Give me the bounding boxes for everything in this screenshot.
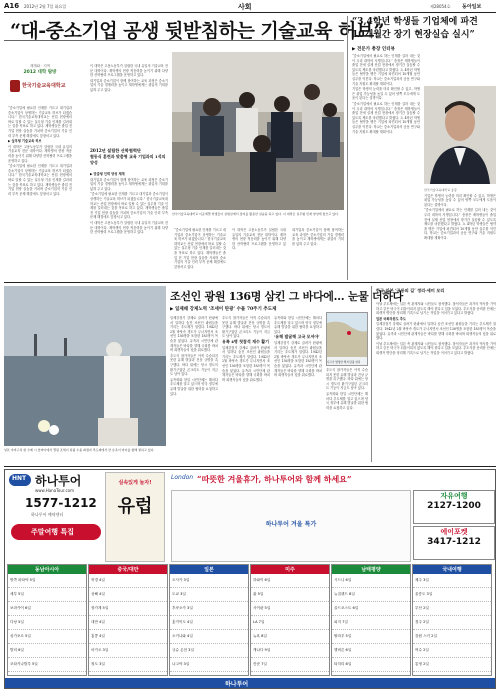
destination-item[interactable]: 뉴욕 8일 <box>251 630 329 644</box>
lead-lower-col2 <box>232 228 286 278</box>
destination-column[interactable] <box>250 564 330 676</box>
second-body-col4 <box>326 368 368 462</box>
ad-right-middle <box>171 490 411 562</box>
right-col-head <box>376 288 496 294</box>
ad-bottom-band-text: 하나투어 <box>225 681 249 688</box>
lead-photo-caption: 한국기술교육대학교 이공계열 학생들이 실험실에서 장비를 활용한 실습을 하고 있다. 이 대학은 실무형 인재 양성에 힘쓰고 있다. <box>172 212 339 216</box>
destination-item[interactable]: 하와이 6일 <box>251 574 329 588</box>
destination-item[interactable]: 마카오 3일 <box>89 644 167 658</box>
destination-item[interactable]: 제주 3일 <box>413 574 491 588</box>
free-travel-phone[interactable]: 2127-1200 <box>427 501 481 511</box>
second-body-col2 <box>222 316 270 462</box>
ad-block[interactable] <box>4 469 496 689</box>
destination-columns <box>7 564 493 676</box>
second-body-text-1: 일제강점기 강제로 끌려가 탄광에서 일하다 숨진 조선인 광원들을 기리는 추도제가 열렸다. 1942년 2월 바닷속 갱도가 무너지면서 조선인 136명을 포함한 183명이 목숨을 잃었다. 유족과 시민단체 관계자들은 바다를 향해 국화를 바치며 희생자들의 넋을 위로했다. <box>170 316 218 353</box>
free-travel-box[interactable] <box>413 490 495 524</box>
destination-item[interactable]: 코타키나발루 5일 <box>8 658 86 672</box>
page-date: 2012년 2월 7일 화요일 <box>24 4 67 9</box>
destination-item[interactable]: 상해 4일 <box>89 588 167 602</box>
lead-col2b-text: 대기업과 중소기업이 함께 참여하는 교육 과정은 중소기업의 기술 경쟁력을 높이고 재학생에게는 취업의 기회를 넓혀 주고 있다. <box>90 177 168 191</box>
destination-column[interactable] <box>7 564 87 676</box>
memorial-photo-caption: 일본 야마구치 현 우베 시 앞바다에서 열린 조세이 탄광 수몰 희생자 추도제에서 한 유족이 바다를 향해 절하고 있다. <box>4 448 155 452</box>
second-body-text-9: 유족회와 한일 시민단체는 해마다 추도제를 열고 있으며 양국 정부에 유해 발굴을 위한 협력을 요청하고 있다. <box>326 391 368 410</box>
lead-lower-col3 <box>292 228 344 278</box>
lead-body-col2 <box>90 64 168 144</box>
lead-subhead-1: 2012년 설립한 산학협력단 <box>90 148 141 153</box>
destination-item[interactable]: 여수 2일 <box>413 644 491 658</box>
apocket-phone[interactable]: 3417-1212 <box>427 537 481 547</box>
lead-section-head: ▶ 실무형 기술교육 허브 <box>8 139 42 144</box>
side-headline-line2: 10개월간 장기 현장실습 실시” <box>352 30 475 40</box>
issue-number: 제28054호 <box>430 4 451 9</box>
destination-item[interactable]: 타히티 8일 <box>332 658 410 672</box>
mine-map <box>326 312 368 366</box>
destination-item[interactable]: 오사카 3일 <box>170 574 248 588</box>
europe-promo-title: 실속있게 놀자! <box>118 480 152 486</box>
lead-subheads <box>90 148 168 165</box>
section-rule-1 <box>4 282 496 283</box>
destination-column-title: 미주 <box>251 565 329 574</box>
right-col-body <box>376 302 496 462</box>
right-col-subhead: 일본 국회의원도 추도 <box>376 316 406 321</box>
lead-photo-image <box>172 52 344 210</box>
ad-bottom-band <box>5 678 495 688</box>
page-number: A16 <box>4 2 20 10</box>
destination-item[interactable]: 다낭 5일 <box>8 616 86 630</box>
side-body-col1 <box>352 54 420 276</box>
destination-column[interactable] <box>169 564 249 676</box>
ad-right-promo: 하나투어 겨울 특가 <box>265 521 317 528</box>
destination-column-title: 남태평양 <box>332 565 410 574</box>
portrait-image <box>424 86 496 184</box>
lead-headline: “대-중소기업 공생 뒷받침하는 기술교육 허브” <box>10 20 385 42</box>
logo-name: 한국기술교육대학교 <box>22 83 66 89</box>
destination-column[interactable] <box>88 564 168 676</box>
destination-item[interactable]: 캐나다 9일 <box>251 644 329 658</box>
second-body-text-8: 추도식 참가자들은 아직 수습되지 못한 유해 발굴과 진상 규명을 촉구했다. 바다 위에는 당시 갱도의 환기구였던 콘크리트 기둥이 지금도 남아 있다. <box>326 368 368 391</box>
destination-item[interactable]: 칸쿤 7일 <box>251 658 329 672</box>
destination-item[interactable]: 강원 스키 2일 <box>413 630 491 644</box>
destination-item[interactable]: 발리 6일 <box>8 644 86 658</box>
weekend-badge[interactable] <box>11 524 101 540</box>
lead-col2b-text-3: 이 대학은 고용노동부가 설립한 국내 유일의 기술교육 전문 대학이다. 재학생의 현장 적응력을 높이기 위해 다양한 산학협력 프로그램을 운영하고 있다. <box>90 220 168 235</box>
map-caption: 사고가 발생한 해저 탄광 위치 <box>327 361 361 364</box>
side-divider-2 <box>371 286 372 462</box>
destination-item[interactable]: 도쿄 3일 <box>170 588 248 602</box>
university-logo-block <box>8 64 72 102</box>
header-rule <box>4 12 496 13</box>
side-interview-label: ▶ 전문가 총장 인터뷰 <box>352 47 395 52</box>
destination-item[interactable]: 사이판 5일 <box>251 602 329 616</box>
lead-subhead-2: 협동식 훈련과 맞춤형 교육 기업과의 1석의 양성 <box>90 154 166 165</box>
lead-col2b-text-2: “중소기업에 필요한 인재를 기르고 대기업과 중소기업이 상생하는 기술교육 허브가 되겠습니다.” 한국기술교육대학교는 산업 현장에서 바로 일할 수 있는 실무형 기술 인재를 길러내는 것을 목표로 하고 있다. 재학생들은 졸업 전 기업 현장 실습을 거치며 중소기업의 기술 인력 부족 문제 해결에도 앞장서고 있다. <box>90 192 168 220</box>
destination-item[interactable]: 뉴질랜드 8일 <box>332 588 410 602</box>
second-subhead: ▶ 일제때 강제노역 ‘조세이 탄광’ 수몰 70주기 추도제 <box>170 307 277 312</box>
logo-sub-text: 2012 대학 탐방 <box>23 70 57 75</box>
side-headline <box>352 16 496 42</box>
lead-lower-text-2: 이 대학은 고용노동부가 설립한 국내 유일의 기술교육 전문 대학이다. 재학생의 현장 적응력을 높이기 위해 다양한 산학협력 프로그램을 운영하고 있다. <box>232 228 286 251</box>
ad-right-brand: London <box>171 474 194 481</box>
destination-item[interactable]: 청도 3일 <box>89 658 167 672</box>
memorial-photo-image <box>4 286 166 446</box>
destination-item[interactable]: 팔라우 5일 <box>332 630 410 644</box>
destination-item[interactable]: 대만 4일 <box>89 616 167 630</box>
lead-body-text-2: 이 대학은 고용노동부가 설립한 국내 유일의 기술교육 전문 대학이다. 재학생의 현장 적응력을 높이기 위해 다양한 산학협력 프로그램을 운영하고 있다. <box>8 144 72 163</box>
apocket-title: 에이포켓 <box>440 528 468 536</box>
section-rule-2 <box>4 466 496 467</box>
lead-body-text: “중소기업에 필요한 인재를 기르고 대기업과 중소기업이 상생하는 기술교육 허브가 되겠습니다.” 한국기술교육대학교는 산업 현장에서 바로 일할 수 있는 실무형 기술 인재를 길러내는 것을 목표로 하고 있다. 재학생들은 졸업 전 기업 현장 실습을 거치며 중소기업의 기술 인력 부족 문제 해결에도 앞장서고 있다. <box>8 106 72 138</box>
side-body-text-4: 기업은 학생의 능력을 미리 확인할 수 있고, 학생은 취업 가능성을 높일 수 있어 양쪽 모두에게 도움이 된다는 설명이다. <box>424 193 496 207</box>
europe-promo-big: 유럽 <box>117 496 153 517</box>
destination-item[interactable]: 멜버른 6일 <box>332 644 410 658</box>
second-body-col1 <box>170 316 218 462</box>
destination-column[interactable] <box>331 564 411 676</box>
lead-col2-text: 이 대학은 고용노동부가 설립한 국내 유일의 기술교육 전문 대학이다. 재학생의 현장 적응력을 높이기 위해 다양한 산학협력 프로그램을 운영하고 있다. <box>90 64 168 78</box>
destination-item[interactable]: 장가계 5일 <box>89 602 167 616</box>
portrait-caption: 한국기술교육대학교 총장 <box>424 188 457 192</box>
side-portrait <box>424 86 496 184</box>
destination-column-title: 국내여행 <box>413 565 491 574</box>
side-body-text-3: “중소기업에서 필요로 하는 인재를 길러 내는 것이 우리 대학의 사명입니다.” 총장은 재학생들이 졸업 전에 실제 산업 현장에서 장기간 실습할 수 있도록 제도를 마련했다고 밝혔다. 3, 4학년 학생들은 협약을 맺은 기업에 파견되어 10개월 동안 실무를 익힌다. 학교는 중소기업과의 공동 연구와 기술 지원도 확대할 계획이다. <box>352 101 420 134</box>
destination-item[interactable]: 후쿠오카 3일 <box>170 602 248 616</box>
map-image <box>327 313 367 357</box>
destination-column-title: 일본 <box>170 565 248 574</box>
lead-photo <box>172 52 344 210</box>
destination-item[interactable]: 부산 2일 <box>413 602 491 616</box>
right-col-text-2: 일제강점기 강제로 끌려가 탄광에서 일하다 숨진 조선인 광원들을 기리는 추도제가 열렸다. 1942년 2월 바닷속 갱도가 무너지면서 조선인 136명을 포함한 183명이 목숨을 잃었다. 유족과 시민단체 관계자들은 바다를 향해 국화를 바치며 희생자들의 넋을 위로했다. <box>376 322 496 341</box>
side-body-col2 <box>424 188 496 276</box>
destination-item[interactable]: 규슈 온천 3일 <box>170 644 248 658</box>
second-body-text-6: 유족회와 한일 시민단체는 해마다 추도제를 열고 있으며 양국 정부에 유해 발굴을 위한 협력을 요청하고 있다. <box>274 316 322 334</box>
side-headline-line1: “3,4학년 학생들 기업체에 파견 <box>352 17 478 27</box>
ad-phone-label: 하나투어 예약센터 <box>31 512 64 517</box>
ad-phone[interactable]: 1577-1212 <box>25 496 97 510</box>
destination-item[interactable]: 울릉도 3일 <box>413 588 491 602</box>
destination-column[interactable] <box>412 564 492 676</box>
second-subhead-2: 유족 4명 첫참석 재수 활기 <box>222 338 269 344</box>
free-travel-title: 자유여행 <box>440 492 468 500</box>
destination-item[interactable]: 골드코스트 6일 <box>332 602 410 616</box>
masthead: 동아일보 <box>462 4 482 10</box>
memorial-photo <box>4 286 166 446</box>
right-col-head-1: 한국·일본 ‘공동의 길’ 정리·세미 모리 <box>376 288 445 293</box>
lead-col2-subhead: ▶ 맞춤형 인력 양성 체계 <box>90 172 125 176</box>
destination-item[interactable]: LA 7일 <box>251 616 329 630</box>
section-title: 사회 <box>238 3 252 11</box>
lead-lower-text-3: 대기업과 중소기업이 함께 참여하는 교육 과정은 중소기업의 기술 경쟁력을 높이고 재학생에게는 취업의 기회를 넓혀 주고 있다. <box>292 228 344 246</box>
lead-lower-col1 <box>174 228 226 278</box>
destination-item[interactable]: 방콕 파타야 5일 <box>8 574 86 588</box>
second-subhead-3: ‘유해 발굴해 고국 모셔야’ <box>274 334 320 340</box>
destination-item[interactable]: 나고야 3일 <box>170 658 248 672</box>
side-body-text-5: “중소기업에서 필요로 하는 인재를 길러 내는 것이 우리 대학의 사명입니다.” 총장은 재학생들이 졸업 전에 실제 산업 현장에서 장기간 실습할 수 있도록 제도를 마련했다고 밝혔다. 3, 4학년 학생들은 협약을 맺은 기업에 파견되어 10개월 동안 실무를 익힌다. 학교는 중소기업과의 공동 연구와 기술 지원도 확대할 계획이다. <box>424 208 496 240</box>
destination-item[interactable]: 시드니 6일 <box>332 574 410 588</box>
destination-column-title: 동남아시아 <box>8 565 86 574</box>
destination-item[interactable]: 홋카이도 4일 <box>170 616 248 630</box>
ad-url[interactable]: www.HanaTour.com <box>35 488 75 493</box>
destination-item[interactable]: 홍콩 4일 <box>89 630 167 644</box>
page-header <box>4 2 496 12</box>
destination-item[interactable]: 피지 7일 <box>332 616 410 630</box>
second-body-text-7: 일제강점기 강제로 끌려가 탄광에서 일하다 숨진 조선인 광원들을 기리는 추도제가 열렸다. 1942년 2월 바닷속 갱도가 무너지면서 조선인 136명을 포함한 183명이 목숨을 잃었다. 유족과 시민단체 관계자들은 바다를 향해 국화를 바치며 희생자들의 넋을 위로했다. <box>274 340 322 378</box>
ad-slogan: “따뜻한 겨울휴가, 하나투어와 함께 하세요” <box>197 474 352 484</box>
second-headline: 조선인 광원 136명 삼킨 그 바다에… 눈물 더하다 <box>170 290 404 303</box>
europe-promo[interactable] <box>105 472 165 562</box>
second-body-text-3: 유족회와 한일 시민단체는 해마다 추도제를 열고 있으며 양국 정부에 유해 발굴을 위한 협력을 요청하고 있다. <box>170 377 218 396</box>
university-emblem-icon <box>10 80 20 92</box>
destination-item[interactable]: 세부 5일 <box>8 588 86 602</box>
ad-brand-name: 하나투어 <box>35 474 82 488</box>
ad-brand-panel <box>7 472 103 562</box>
side-body-text-2: 기업은 학생의 능력을 미리 확인할 수 있고, 학생은 취업 가능성을 높일 수 있어 양쪽 모두에게 도움이 된다는 설명이다. <box>352 87 420 101</box>
side-divider <box>347 16 348 280</box>
lead-col2-text-2: 대기업과 중소기업이 함께 참여하는 교육 과정은 중소기업의 기술 경쟁력을 높이고 재학생에게는 취업의 기회를 넓혀 주고 있다. <box>90 78 168 92</box>
logo-top-text: 재계와 · 지역 <box>29 64 51 68</box>
second-body-text-4: 추도식 참가자들은 아직 수습되지 못한 유해 발굴과 진상 규명을 촉구했다. 바다 위에는 당시 갱도의 환기구였던 콘크리트 기둥이 지금도 남아 있다. <box>222 316 270 339</box>
apocket-box[interactable] <box>413 526 495 560</box>
side-body-text: “중소기업에서 필요로 하는 인재를 길러 내는 것이 우리 대학의 사명입니다.” 총장은 재학생들이 졸업 전에 실제 산업 현장에서 장기간 실습할 수 있도록 제도를 마련했다고 밝혔다. 3, 4학년 학생들은 협약을 맺은 기업에 파견되어 10개월 동안 실무를 익힌다. 학교는 중소기업과의 공동 연구와 기술 지원도 확대할 계획이다. <box>352 54 420 86</box>
lead-body-text-3: “중소기업에 필요한 인재를 기르고 대기업과 중소기업이 상생하는 기술교육 허브가 되겠습니다.” 한국기술교육대학교는 산업 현장에서 바로 일할 수 있는 실무형 기술 인재를 길러내는 것을 목표로 하고 있다. 재학생들은 졸업 전 기업 현장 실습을 거치며 중소기업의 기술 인력 부족 문제 해결에도 앞장서고 있다. <box>8 164 72 196</box>
second-body-col3 <box>274 316 322 462</box>
second-body-text-2: 추도식 참가자들은 아직 수습되지 못한 유해 발굴과 진상 규명을 촉구했다. 바다 위에는 당시 갱도의 환기구였던 콘크리트 기둥이 지금도 남아 있다. <box>170 353 218 377</box>
destination-item[interactable]: 괌 5일 <box>251 588 329 602</box>
lead-lower-text-1: “중소기업에 필요한 인재를 기르고 대기업과 중소기업이 상생하는 기술교육 허브가 되겠습니다.” 한국기술교육대학교는 산업 현장에서 바로 일할 수 있는 실무형 기술 인재를 길러내는 것을 목표로 하고 있다. 재학생들은 졸업 전 기업 현장 실습을 거치며 중소기업의 기술 인력 부족 문제 해결에도 앞장서고 있다. <box>174 228 226 269</box>
second-body-text-5: 일제강점기 강제로 끌려가 탄광에서 일하다 숨진 조선인 광원들을 기리는 추도제가 열렸다. 1942년 2월 바닷속 갱도가 무너지면서 조선인 136명을 포함한 183명이 목숨을 잃었다. 유족과 시민단체 관계자들은 바다를 향해 국화를 바치며 희생자들의 넋을 위로했다. <box>222 345 270 382</box>
destination-item[interactable]: 싱가포르 5일 <box>8 630 86 644</box>
weekend-badge-text: 주말여행 특집 <box>31 528 75 536</box>
destination-column-title: 중국/대만 <box>89 565 167 574</box>
destination-item[interactable]: 보라카이 6일 <box>8 602 86 616</box>
lead-headline-rule <box>4 40 344 41</box>
hnt-logo-text: HNT <box>12 475 27 482</box>
destination-item[interactable]: 경주 2일 <box>413 616 491 630</box>
right-col-text-1: 이날 추도제에는 일본 측 관계자와 시민들도 참석했다. 참석자들은 과거의 역사를 기억하고 같은 비극이 되풀이되지 않도록 해야 한다고 입을 모았다. 추도식을 준비한 단체는 희생자 명단을 정리해 기록으로 남기는 작업을 이어가고 있다고 밝혔다. <box>376 302 496 316</box>
destination-item[interactable]: 오키나와 4일 <box>170 630 248 644</box>
right-col-text-3: 이날 추도제에는 일본 측 관계자와 시민들도 참석했다. 참석자들은 과거의 역사를 기억하고 같은 비극이 되풀이되지 않도록 해야 한다고 입을 모았다. 추도식을 준비한 단체는 희생자 명단을 정리해 기록으로 남기는 작업을 이어가고 있다고 밝혔다. <box>376 341 496 355</box>
destination-item[interactable]: 북경 4일 <box>89 574 167 588</box>
destination-item[interactable]: 통영 2일 <box>413 658 491 672</box>
